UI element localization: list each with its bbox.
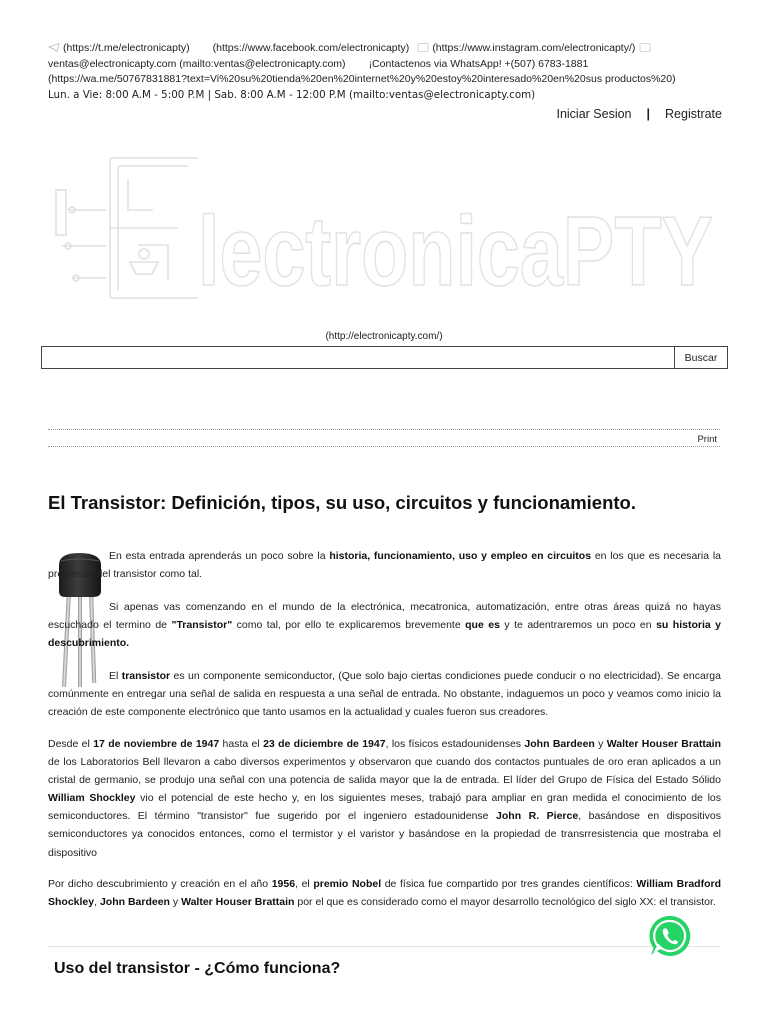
auth-separator: | xyxy=(646,107,651,121)
paragraph-5 xyxy=(48,875,721,911)
instagram-icon[interactable] xyxy=(417,42,429,51)
bold-text: Walter Houser Brattain xyxy=(181,896,295,909)
text-run: Por dicho descubrimiento y creación en el año xyxy=(48,878,272,890)
section-divider xyxy=(48,946,720,947)
article-title: El Transistor: Definición, tipos, su uso, circuitos y funcionamiento. xyxy=(48,492,636,513)
text-run: por el que es considerado como el mayor desarrollo tecnológico del siglo XX: el transistor. xyxy=(294,896,716,909)
whatsapp-icon xyxy=(360,59,366,68)
telegram-icon[interactable] xyxy=(48,42,60,51)
paragraph-1 xyxy=(48,547,721,583)
bold-text: 1956 xyxy=(271,878,296,890)
divider-bottom xyxy=(48,446,720,447)
print-link[interactable]: Print xyxy=(697,434,717,445)
text-run: y te adentraremos un poco en xyxy=(499,619,657,632)
contact-line-4 xyxy=(48,88,748,104)
text-run: hasta el xyxy=(219,738,264,750)
text-run: vio el potencial de este hecho y, en los siguientes meses, trabajó para ampliar en gran medida el conocimiento de los semiconductores. El término "transistor" fue sugerido por el ingeniero estadounidense xyxy=(48,792,721,823)
auth-links xyxy=(556,107,722,121)
site-logo[interactable] xyxy=(48,150,728,305)
text-run: , basándose en dispositivos semiconductores ya conocidos entonces, como el termistor y el varistor y basándose en la propiedad de transrresistencia que mostraba el dispositivo xyxy=(48,810,721,859)
bold-text: John Bardeen xyxy=(524,738,595,750)
text-run: Desde el xyxy=(48,738,94,750)
bold-text: 17 de noviembre de 1947 xyxy=(93,738,220,750)
bold-text: transistor xyxy=(121,670,171,682)
bold-text: Walter Houser Brattain xyxy=(606,738,721,750)
register-link[interactable]: Registrate xyxy=(665,107,722,121)
whatsapp-link[interactable]: ¡Contactenos via WhatsApp! +(507) 6783-1881 xyxy=(368,57,589,70)
text-run: como tal, por ello te explicaremos brevemente xyxy=(232,619,466,632)
contact-line-1 xyxy=(48,41,748,57)
facebook-icon[interactable] xyxy=(204,43,210,52)
paragraph-3 xyxy=(48,667,721,721)
search-bar xyxy=(41,346,728,369)
bold-text: "Transistor" xyxy=(171,619,233,632)
text-run: , los físicos estadounidenses xyxy=(385,738,525,750)
paragraph-2 xyxy=(48,598,721,652)
text-run: y xyxy=(594,738,607,750)
search-input[interactable] xyxy=(42,347,674,368)
text-run: El xyxy=(109,670,122,682)
contact-line-2 xyxy=(48,57,748,73)
facebook-link[interactable]: (https://www.facebook.com/electronicapty) xyxy=(212,42,410,54)
text-run: y xyxy=(169,896,182,909)
text-run: de los Laboratorios Bell llevaron a cabo diversos experimentos y observaron que cuando dos contactos puntuales de oro eran aplicados a un cristal de germanio, se produjo una señal con una potencia de salida mayor que la de entrada. El líder del Grupo de Física del Estado Sólido xyxy=(48,756,721,787)
search-button[interactable]: Buscar xyxy=(674,347,727,368)
bold-text: William Shockley xyxy=(48,792,136,805)
hours-mailto[interactable]: (mailto:ventas@electronicapty.com) xyxy=(348,88,536,101)
telegram-link[interactable]: (https://t.me/electronicapty) xyxy=(63,42,190,54)
email-icon xyxy=(639,42,651,51)
bold-text: John R. Pierce xyxy=(496,810,579,823)
bold-text: 23 de diciembre de 1947 xyxy=(263,738,386,750)
paragraph-4 xyxy=(48,735,721,862)
section-heading: Uso del transistor - ¿Cómo funciona? xyxy=(54,960,341,977)
bold-text: William Bradford Shockley xyxy=(48,878,721,909)
whatsapp-float-button[interactable] xyxy=(647,913,693,959)
text-run: , xyxy=(94,896,100,909)
bold-text: John Bardeen xyxy=(99,896,170,909)
text-run: es un componente semiconductor, (Que solo bajo ciertas condiciones puede conducir o no electricidad). Se encarga comúnmente en entregar una señal de salida en respuesta a una señal de entrada. No obstante, indaguemos un poco y veamos como inicio la creación de este componente electrónico que tanto usamos en la actualidad y cuales fueron sus creadores. xyxy=(48,670,721,719)
instagram-link[interactable]: (https://www.instagram.com/electronicapty/) xyxy=(432,42,636,54)
whatsapp-url[interactable]: (https://wa.me/50767831881?text=Vi%20su%20tienda%20en%20internet%20y%20estoy%20interesado%20en%20sus productos%20) xyxy=(48,73,676,85)
login-link[interactable]: Iniciar Sesion xyxy=(556,107,632,121)
logo-wordmark: lectronicaPTY xyxy=(198,196,713,305)
logo-circuit-e xyxy=(56,158,198,298)
top-contact-bar xyxy=(48,41,748,103)
text-run: de física fue compartido por tres grandes científicos: xyxy=(381,878,637,890)
bold-text: su historia y descubrimiento. xyxy=(48,619,722,650)
bold-text: que es xyxy=(465,619,500,632)
bold-text: premio Nobel xyxy=(313,878,382,890)
divider-top xyxy=(48,429,720,430)
text-run: en los que es necesaria la presencia del transistor como tal. xyxy=(48,550,721,581)
bold-text: historia, funcionamiento, uso y empleo en circuitos xyxy=(329,550,592,562)
email-link[interactable]: ventas@electronicapty.com xyxy=(48,57,177,70)
text-run: En esta entrada aprenderás un poco sobre la xyxy=(109,550,330,562)
business-hours: Lun. a Vie: 8:00 A.M - 5:00 P.M | Sab. 8:00 A.M - 12:00 P.M xyxy=(48,88,346,101)
text-run: , el xyxy=(295,878,314,890)
email-mailto[interactable]: (mailto:ventas@electronicapty.com) xyxy=(179,57,346,70)
text-run: Si apenas vas comenzando en el mundo de la electrónica, mecatronica, automatización, entre otras áreas quizá no hayas escuchado el termino de xyxy=(48,601,721,632)
contact-line-3 xyxy=(48,72,748,88)
whatsapp-icon xyxy=(647,913,693,959)
home-link[interactable]: (http://electronicapty.com/) xyxy=(325,331,443,342)
